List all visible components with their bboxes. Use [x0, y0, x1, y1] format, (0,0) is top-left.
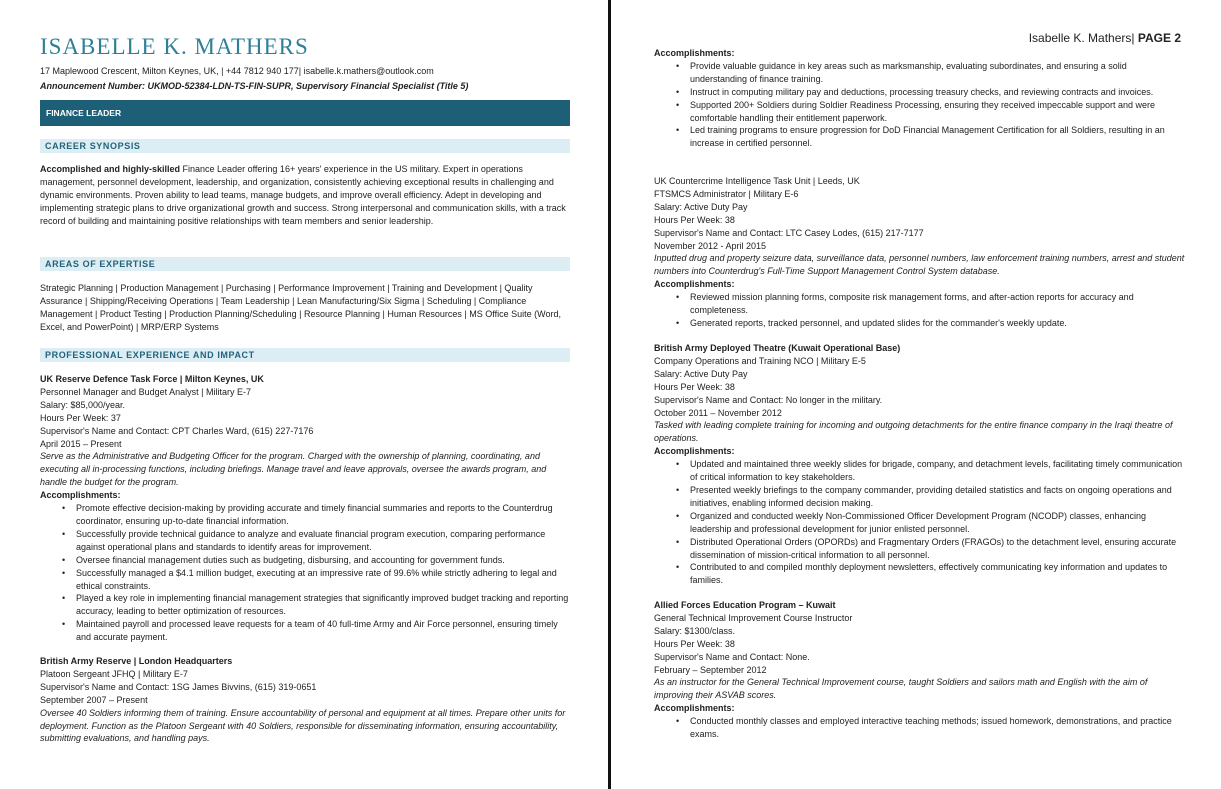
job-org: Allied Forces Education Program – Kuwait	[654, 600, 836, 610]
job-dates: April 2015 – Present	[40, 438, 122, 449]
job-hours: Hours Per Week: 38	[654, 638, 735, 649]
job-title: Personnel Manager and Budget Analyst | Military E-7	[40, 386, 251, 397]
job-dates: September 2007 – Present	[40, 694, 148, 705]
job-org: British Army Deployed Theatre (Kuwait Operational Base)	[654, 343, 901, 353]
job-dates: February – September 2012	[654, 664, 767, 675]
list-item: • Presented weekly briefings to the company commander, providing detailed statistics and facts on ongoing operations and initiatives, enabling informed decision making.	[690, 484, 1186, 510]
list-item: • Provide valuable guidance in key areas such as marksmanship, evaluating subordinates, and ensuring a solid understanding of finance training.	[690, 60, 1186, 86]
accomplishments-list	[654, 291, 1186, 330]
accomplishments-label: Accomplishments:	[40, 490, 121, 501]
list-item: • Maintained payroll and processed leave requests for a team of 40 full-time Army and Air Force personnel, ensuring timely and accurate payment.	[76, 618, 570, 644]
job-hours: Hours Per Week: 38	[654, 381, 735, 392]
list-item: • Supported 200+ Soldiers during Soldier Readiness Processing, ensuring they received impeccable support and were comfortable handling their entitlement paperwork.	[690, 99, 1186, 125]
job-hours: Hours Per Week: 37	[40, 412, 121, 423]
job-dates: October 2011 – November 2012	[654, 407, 782, 418]
list-item: • Organized and conducted weekly Non-Commissioned Officer Development Program (NCODP) classes, enhancing leadership and professional development for junior enlisted personnel.	[690, 510, 1186, 536]
announcement-number: Announcement Number: UKMOD-52384-LDN-TS-FIN-SUPR, Supervisory Financial Specialist (Title 5)	[40, 81, 469, 91]
list-item: • Reviewed mission planning forms, composite risk management forms, and after-action reports for accuracy and completeness.	[690, 291, 1186, 317]
list-item: • Led training programs to ensure progression for DoD Financial Management Certification for all Soldiers, resulting in an increase in certified personnel.	[690, 124, 1186, 150]
job-salary: Salary: $1300/class.	[654, 625, 736, 636]
accomplishments-label: Accomplishments:	[654, 48, 735, 58]
job-hours: Hours Per Week: 38	[654, 214, 735, 225]
job-salary: Salary: $85,000/year.	[40, 399, 126, 410]
job-supervisor: Supervisor's Name and Contact: CPT Charles Ward, (615) 227-7176	[40, 425, 314, 436]
job-title: FTSMCS Administrator | Military E-6	[654, 188, 799, 199]
header-separator: |	[1131, 31, 1135, 45]
candidate-name: ISABELLE K. MATHERS	[40, 34, 309, 59]
list-item: • Promote effective decision-making by providing accurate and timely financial summaries and reports to the Counterdrug coordinator, ensuring up-to-date financial information.	[76, 502, 570, 528]
job-entry-deployed-theatre	[654, 342, 1186, 587]
job-org: UK Reserve Defence Task Force | Milton Keynes, UK	[40, 374, 264, 384]
job-summary: Inputted drug and property seizure data, surveillance data, personnel numbers, law enforcement training numbers, arrest and student numbers into Counterdrug's Full-Time Support Management Control System database.	[654, 253, 1185, 277]
resume-page-1	[0, 0, 608, 789]
list-item: • Played a key role in implementing financial management strategies that significantly improved budget tracking and reporting accuracy, leading to better optimization of resources.	[76, 592, 570, 618]
list-item: • Generated reports, tracked personnel, and updated slides for the commander's weekly update.	[690, 317, 1186, 330]
section-header-professional-experience: PROFESSIONAL EXPERIENCE AND IMPACT	[40, 348, 570, 362]
accomplishments-label: Accomplishments:	[654, 279, 735, 290]
resume-page-2	[612, 0, 1221, 789]
list-item: • Successfully managed a $4.1 million budget, executing at an impressive rate of 99.6% while strictly adhering to legal and ethical constraints.	[76, 567, 570, 593]
page-number: PAGE 2	[1137, 31, 1181, 45]
job-salary: Salary: Active Duty Pay	[654, 201, 748, 212]
job-supervisor: Supervisor's Name and Contact: LTC Casey Lodes, (615) 217-7177	[654, 227, 924, 238]
job-dates: November 2012 - April 2015	[654, 240, 767, 251]
career-synopsis-text	[40, 163, 570, 228]
synopsis-body: Finance Leader offering 16+ years' experience in the US military. Expert in operations management, personnel development, leadership, and organization, consistently achieving exceptional results in challenging and dynamic environments. Proven ability to lead teams, manage budgets, and improve overall efficiency. Adept in developing and implementing strategic plans to drive organizational growth and success. Strong interpersonal and communication skills, with a track record of building and maintaining positive relationships with team members and senior leadership.	[40, 164, 566, 226]
job-title: Company Operations and Training NCO | Military E-5	[654, 355, 866, 366]
job-summary: Serve as the Administrative and Budgeting Officer for the program. Charged with the ownership of planning, coordinating, and executing all in-processing functions, including briefings. Manage travel and leave approvals, oversee the awards program, and handle the budget for the program.	[40, 451, 547, 488]
list-item: • Distributed Operational Orders (OPORDs) and Fragmentary Orders (FRAGOs) to the detachment level, ensuring accurate dissemination of mission-critical information to all personnel.	[690, 536, 1186, 562]
job-summary: As an instructor for the General Technical Improvement course, taught Soldiers and sailors math and English with the aim of improving their ASVAB scores.	[654, 677, 1148, 701]
list-item: • Successfully provide technical guidance to analyze and evaluate financial program execution, comparing performance against operational plans and standards to identify areas for improvement.	[76, 528, 570, 554]
job-org: UK Countercrime Intelligence Task Unit | Leeds, UK	[654, 176, 860, 186]
header-name: Isabelle K. Mathers	[1028, 31, 1132, 45]
job-summary: Tasked with leading complete training for incoming and outgoing detachments for the entire finance company in the Iraqi theatre of operations.	[654, 420, 1173, 444]
accomplishments-list	[40, 502, 570, 644]
accomplishments-list	[654, 715, 1186, 741]
job-supervisor: Supervisor's Name and Contact: None.	[654, 651, 810, 662]
list-item: • Instruct in computing military pay and deductions, processing treasury checks, and reviewing contracts and invoices.	[690, 86, 1186, 99]
job-entry-countercrime-unit	[654, 175, 1186, 330]
accomplishments-list	[654, 458, 1186, 587]
job-supervisor: Supervisor's Name and Contact: No longer in the military.	[654, 394, 883, 405]
section-header-areas-of-expertise: AREAS OF EXPERTISE	[40, 257, 570, 271]
expertise-list: Strategic Planning | Production Management | Purchasing | Performance Improvement | Training and Development | Quality Assurance | Shipping/Receiving Operations | Team Leadership | Lean Manufacturing/Six Sigma | Scheduling | Compliance Management | Product Testing | Production Planning/Scheduling | Resource Planning | Human Resources | MS Office Suite (Word, Excel, and PowerPoint) | MRP/ERP Systems	[40, 283, 561, 332]
job-summary: Oversee 40 Soldiers informing them of training. Ensure accountability of personal and equipment at all times. Prepare other units for deployment. Function as the Platoon Sergeant with 40 Soldiers, responsible for disseminating information, ensuring accountability, submitting evaluations, and handling pays.	[40, 707, 566, 744]
job-supervisor: Supervisor's Name and Contact: 1SG James Bivvins, (615) 319-0651	[40, 681, 317, 692]
headline-banner: FINANCE LEADER	[40, 100, 570, 126]
job-entry-british-army-reserve	[40, 655, 570, 745]
list-item: • Conducted monthly classes and employed interactive teaching methods; issued homework, demonstrations, and practice exams.	[690, 715, 1186, 741]
accomplishments-list	[654, 60, 1186, 150]
job-entry-uk-reserve	[40, 373, 570, 644]
page-divider	[608, 0, 611, 789]
job-entry-continued	[654, 47, 1186, 150]
section-header-career-synopsis: CAREER SYNOPSIS	[40, 139, 570, 153]
list-item: • Contributed to and compiled monthly deployment newsletters, effectively communicating key information and updates to families.	[690, 561, 1186, 587]
accomplishments-label: Accomplishments:	[654, 703, 735, 714]
job-title: General Technical Improvement Course Instructor	[654, 612, 853, 623]
contact-line: 17 Maplewood Crescent, Milton Keynes, UK, | +44 7812 940 177| isabelle.k.mathers@outlook.com	[40, 66, 434, 76]
job-org: British Army Reserve | London Headquarters	[40, 656, 233, 666]
accomplishments-label: Accomplishments:	[654, 446, 735, 457]
synopsis-lead: Accomplished and highly-skilled	[40, 164, 181, 174]
list-item: • Oversee financial management duties such as budgeting, disbursing, and accounting for government funds.	[76, 554, 570, 567]
list-item: • Updated and maintained three weekly slides for brigade, company, and detachment levels, facilitating timely communication of critical information to key stakeholders.	[690, 458, 1186, 484]
job-entry-allied-forces-education	[654, 599, 1186, 741]
job-salary: Salary: Active Duty Pay	[654, 368, 748, 379]
page-2-header	[1029, 30, 1181, 46]
job-title: Platoon Sergeant JFHQ | Military E-7	[40, 668, 188, 679]
